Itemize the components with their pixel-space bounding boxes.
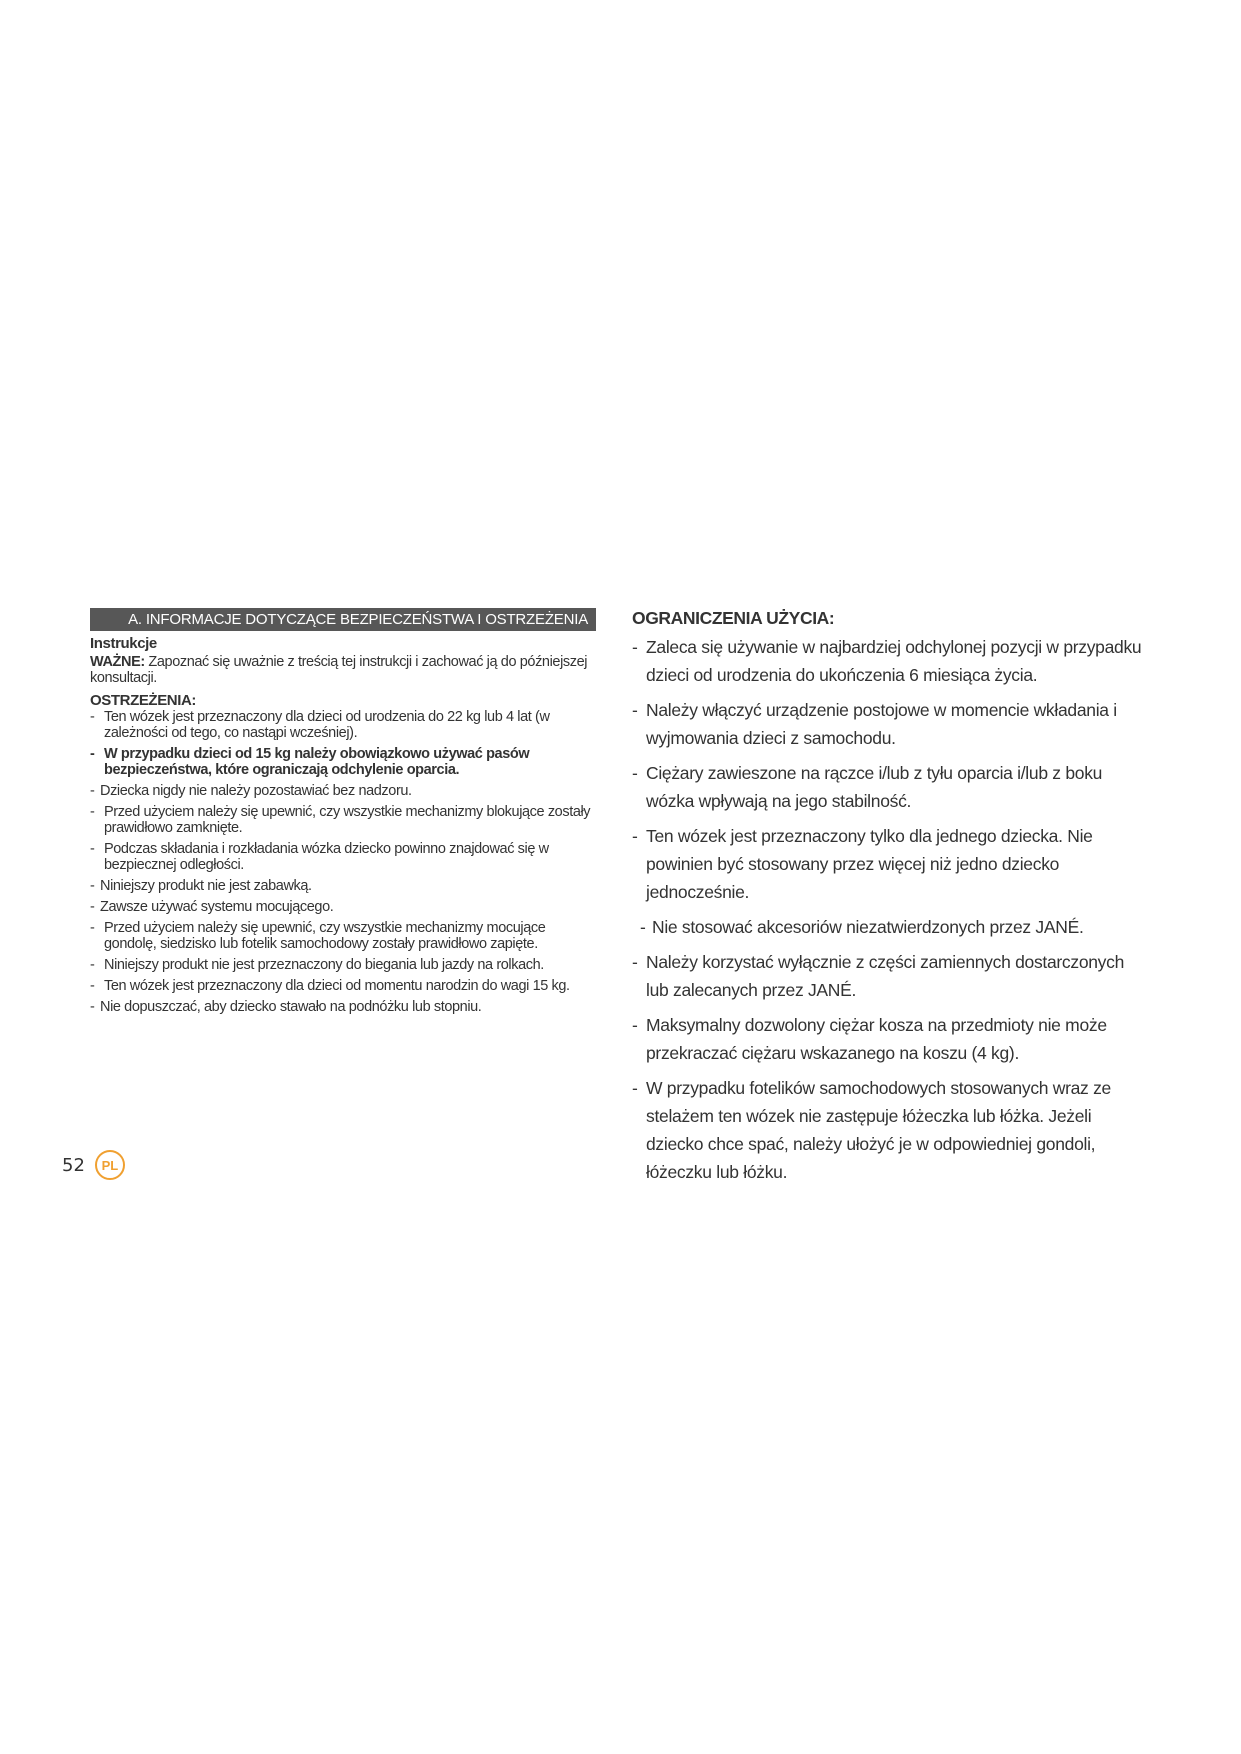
instructions-heading: Instrukcje [90, 635, 157, 652]
left-column [90, 608, 596, 1020]
limit-item: - Należy korzystać wyłącznie z części zamiennych dostarczonych lub zalecanych przez JANÉ. [632, 948, 1144, 1004]
warnings-heading: OSTRZEŻENIA: [90, 692, 197, 709]
warning-item: - W przypadku dzieci od 15 kg należy obowiązkowo używać pasów bezpieczeństwa, które ograniczają odchylenie oparcia. [90, 746, 596, 778]
warning-item: - Ten wózek jest przeznaczony dla dzieci od urodzenia do 22 kg lub 4 lat (w zależności od tego, co nastąpi wcześniej). [90, 709, 596, 741]
warning-item: - Dziecka nigdy nie należy pozostawiać bez nadzoru. [90, 783, 596, 799]
important-note [90, 654, 596, 686]
usage-limits-heading: OGRANICZENIA UŻYCIA: [632, 608, 835, 628]
important-label: WAŻNE: [90, 654, 145, 670]
warning-item: - Zawsze używać systemu mocującego. [90, 899, 596, 915]
warning-item: - Ten wózek jest przeznaczony dla dzieci od momentu narodzin do wagi 15 kg. [90, 978, 596, 994]
warnings-list [90, 709, 596, 1015]
important-text: Zapoznać się uważnie z treścią tej instrukcji i zachować ją do późniejszej konsultacji. [90, 654, 588, 686]
warning-item: - Podczas składania i rozkładania wózka dziecko powinno znajdować się w bezpiecznej odległości. [90, 841, 596, 873]
warning-item: - Niniejszy produkt nie jest zabawką. [90, 878, 596, 894]
usage-limits-list [632, 633, 1144, 1186]
page-footer [62, 1150, 125, 1180]
page-number: 52 [62, 1154, 85, 1176]
limit-item: - Ten wózek jest przeznaczony tylko dla jednego dziecka. Nie powinien być stosowany przez więcej niż jedno dziecko jednocześnie. [632, 822, 1144, 906]
limit-item: - Maksymalny dozwolony ciężar kosza na przedmioty nie może przekraczać ciężaru wskazanego na koszu (4 kg). [632, 1011, 1144, 1067]
warning-item: - Przed użyciem należy się upewnić, czy wszystkie mechanizmy mocujące gondolę, siedzisko lub fotelik samochodowy zostały prawidłowo zapięte. [90, 920, 596, 952]
right-column [632, 608, 1144, 1193]
warning-item: - Niniejszy produkt nie jest przeznaczony do biegania lub jazdy na rolkach. [90, 957, 596, 973]
language-badge: PL [95, 1150, 125, 1180]
warning-item: - Przed użyciem należy się upewnić, czy wszystkie mechanizmy blokujące zostały prawidłowo zamknięte. [90, 804, 596, 836]
limit-item: - Nie stosować akcesoriów niezatwierdzonych przez JANÉ. [632, 913, 1144, 941]
limit-item: - Ciężary zawieszone na rączce i/lub z tyłu oparcia i/lub z boku wózka wpływają na jego stabilność. [632, 759, 1144, 815]
section-title: A. INFORMACJE DOTYCZĄCE BEZPIECZEŃSTWA I OSTRZEŻENIA [90, 608, 596, 631]
limit-item: - Należy włączyć urządzenie postojowe w momencie wkładania i wyjmowania dzieci z samochodu. [632, 696, 1144, 752]
limit-item: - W przypadku fotelików samochodowych stosowanych wraz ze stelażem ten wózek nie zastępuje łóżeczka lub łóżka. Jeżeli dziecko chce spać, należy ułożyć je w odpowiedniej gondoli, łóżeczku lub łóżku. [632, 1074, 1144, 1186]
limit-item: - Zaleca się używanie w najbardziej odchylonej pozycji w przypadku dzieci od urodzenia do ukończenia 6 miesiąca życia. [632, 633, 1144, 689]
warning-item: - Nie dopuszczać, aby dziecko stawało na podnóżku lub stopniu. [90, 999, 596, 1015]
